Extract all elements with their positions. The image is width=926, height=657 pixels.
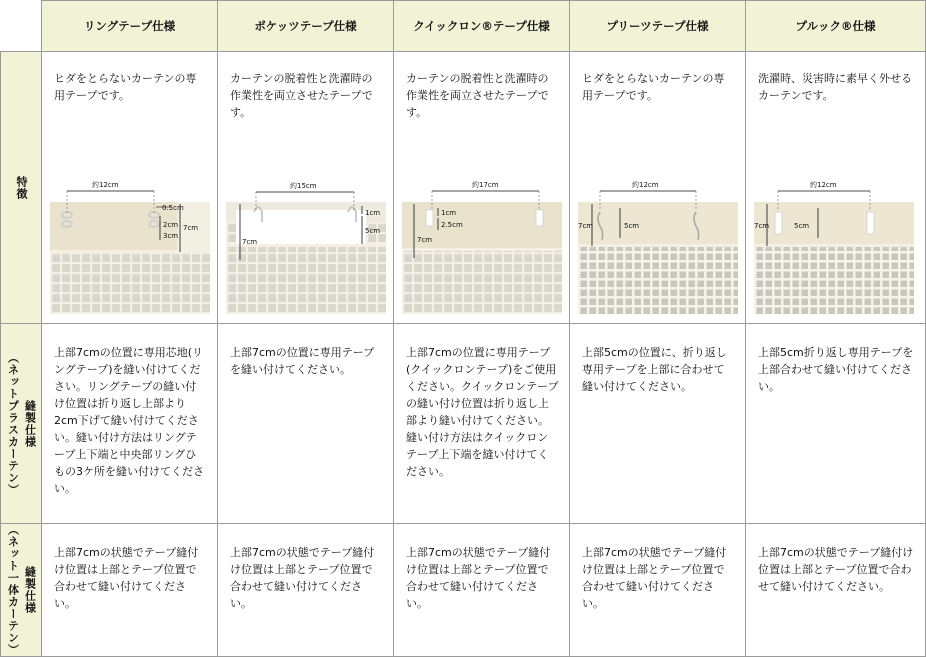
row-label-main: 縫製仕様 xyxy=(23,399,37,448)
spec-text: 上部7cmの状態でテープ縫付け位置は上部とテープ位置で合わせて縫い付けてください。 xyxy=(406,546,551,610)
features-cell-pleats xyxy=(570,52,746,324)
spec-text: 上部7cmの位置に専用テープを縫い付けてください。 xyxy=(230,346,375,376)
spec-text: 上部5cm折り返し専用テープを上部合わせて縫い付けてください。 xyxy=(758,346,914,393)
width-dimension-label: 約17cm xyxy=(472,181,499,189)
features-cell-pluck xyxy=(746,52,926,324)
table-corner xyxy=(0,0,42,52)
dimension-label: 1cm xyxy=(365,209,381,217)
column-header-pluck xyxy=(746,0,926,52)
dimension-label: 5cm xyxy=(624,222,640,230)
column-title: プルック®仕様 xyxy=(795,19,876,33)
row-header-features xyxy=(0,52,42,324)
spec-text: 上部7cmの状態でテープ縫付け位置は上部とテープ位置で合わせて縫い付けてください。 xyxy=(758,546,914,593)
width-dimension-label: 約15cm xyxy=(290,182,317,190)
net-plus-cell-pleats xyxy=(570,324,746,524)
feature-text: ヒダをとらないカーテンの専用テープです。 xyxy=(54,72,197,102)
row-header-net-plus xyxy=(0,324,42,524)
dimension-label: 7cm xyxy=(754,222,770,230)
spec-text: 上部5cmの位置に、折り返し専用テープを上部に合わせて縫い付けてください。 xyxy=(582,346,727,393)
column-title: リングテープ仕様 xyxy=(83,19,176,33)
dimension-label: 7cm xyxy=(578,222,594,230)
dimension-label: 2cm xyxy=(163,221,179,229)
feature-text: ヒダをとらないカーテンの専用テープです。 xyxy=(582,72,725,102)
spec-text: 上部7cmの状態でテープ縫付け位置は上部とテープ位置で合わせて縫い付けてください。 xyxy=(230,546,375,610)
dimension-label: 7cm xyxy=(242,238,258,246)
column-header-pockets-tape xyxy=(218,0,394,52)
features-cell-ring xyxy=(42,52,218,324)
spec-text: 上部7cmの状態でテープ縫付け位置は上部とテープ位置で合わせて縫い付けてください。 xyxy=(54,546,199,610)
column-header-quicklon-tape xyxy=(394,0,570,52)
dimension-label: 7cm xyxy=(417,236,433,244)
column-header-ring-tape xyxy=(42,0,218,52)
net-integrated-cell-pockets xyxy=(218,524,394,657)
dimension-label: 3cm xyxy=(163,232,179,240)
net-integrated-cell-pleats xyxy=(570,524,746,657)
feature-text: カーテンの脱着性と洗濯時の作業性を両立させたテープです。 xyxy=(230,72,373,119)
column-header-pleats-tape xyxy=(570,0,746,52)
dimension-label: 7cm xyxy=(183,224,199,232)
spec-text: 上部7cmの位置に専用テープ(クイックロンテープ)をご使用ください。クイックロンテープの縫い付け位置は折り返し上部より縫い付けてください。縫い付け方法はクイックロンテープ上下端を縫い付けてください。 xyxy=(406,346,559,478)
spec-text: 上部7cmの位置に専用芯地(リングテープ)を縫い付けてください。リングテープの縫い付け位置は折り返し上部より2cm下げて縫い付けてください。縫い付け方法はリングテープ上下端と中央部リングひもの3ケ所を縫い付けてください。 xyxy=(54,346,204,495)
column-title: ポケッツテープ仕様 xyxy=(254,19,357,33)
dimension-label: 5cm xyxy=(365,227,381,235)
net-integrated-cell-ring xyxy=(42,524,218,657)
dimension-label: 0.5cm xyxy=(162,204,184,212)
net-integrated-cell-pluck xyxy=(746,524,926,657)
row-label-sub: （ネットプラスカーテン） xyxy=(6,351,20,496)
dimension-label: 1cm xyxy=(441,209,457,217)
spec-text: 上部7cmの状態でテープ縫付け位置は上部とテープ位置で合わせて縫い付けてください。 xyxy=(582,546,727,610)
features-cell-pockets xyxy=(218,52,394,324)
features-cell-quicklon xyxy=(394,52,570,324)
column-title: クイックロン®テープ仕様 xyxy=(413,19,550,33)
net-integrated-cell-quicklon xyxy=(394,524,570,657)
row-label: 特徴 xyxy=(15,175,28,200)
feature-text: 洗濯時、災害時に素早く外せるカーテンです。 xyxy=(758,72,912,102)
pleats-tape-photo xyxy=(578,152,738,314)
pluck-tape-photo xyxy=(754,152,914,314)
quicklon-tape-photo xyxy=(402,152,562,314)
ring-tape-photo xyxy=(50,152,210,314)
dimension-label: 5cm xyxy=(794,222,810,230)
width-dimension-label: 約12cm xyxy=(92,181,119,189)
width-dimension-label: 約12cm xyxy=(632,181,659,189)
net-plus-cell-quicklon xyxy=(394,324,570,524)
width-dimension-label: 約12cm xyxy=(810,181,837,189)
pockets-tape-photo xyxy=(226,152,386,314)
net-plus-cell-pluck xyxy=(746,324,926,524)
net-plus-cell-pockets xyxy=(218,324,394,524)
row-label-main: 縫製仕様 xyxy=(23,566,37,614)
column-title: プリーツテープ仕様 xyxy=(606,19,709,33)
row-label-sub: （ネット一体カーテン） xyxy=(6,524,20,656)
row-header-net-integrated xyxy=(0,524,42,657)
feature-text: カーテンの脱着性と洗濯時の作業性を両立させたテープです。 xyxy=(406,72,549,119)
dimension-label: 2.5cm xyxy=(441,221,463,229)
net-plus-cell-ring xyxy=(42,324,218,524)
